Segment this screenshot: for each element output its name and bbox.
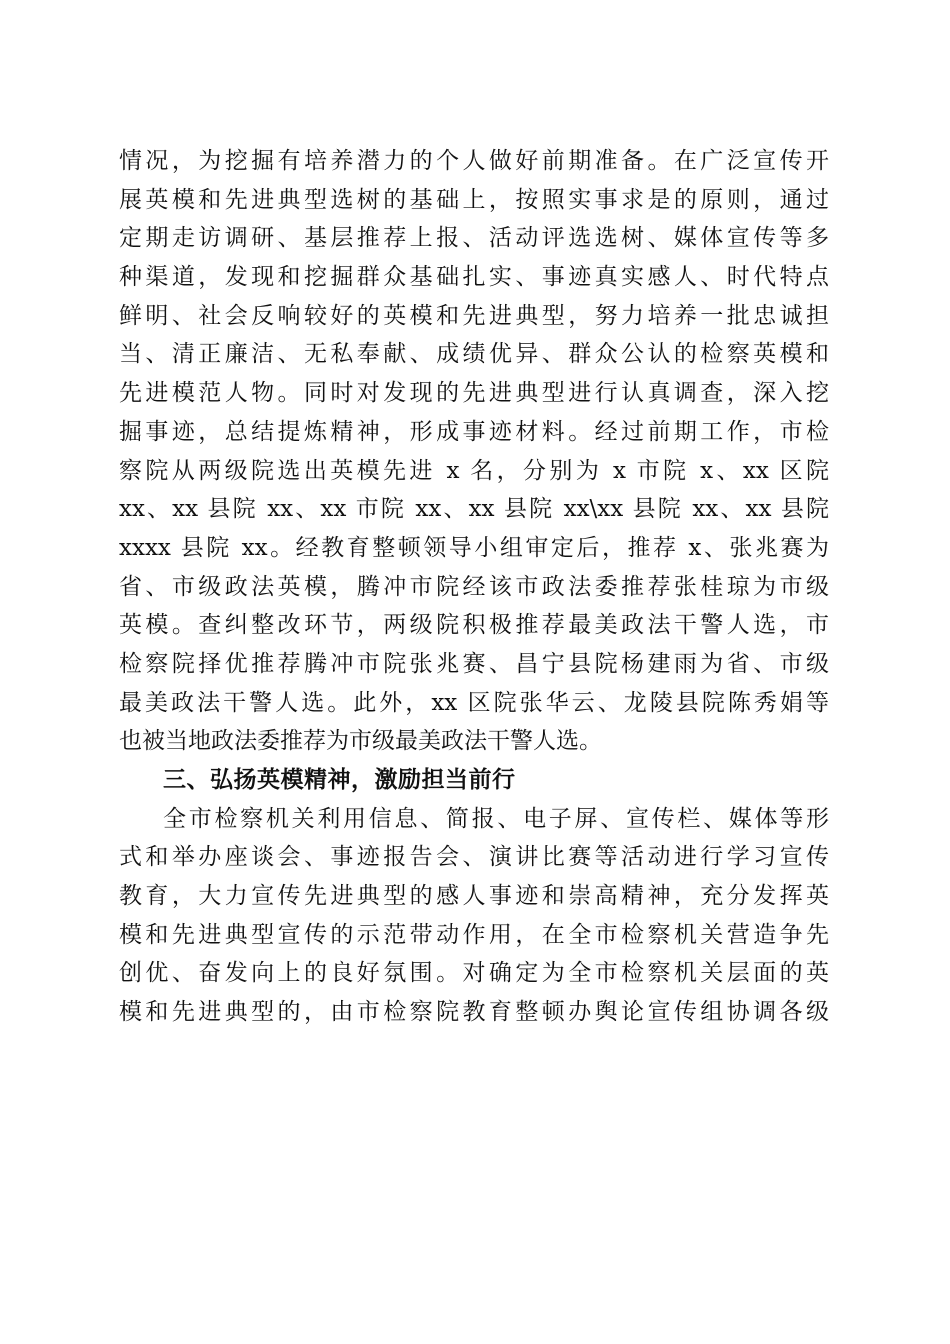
text-line: 式和举办座谈会、事迹报告会、演讲比赛等活动进行学习宣传 [119, 844, 829, 871]
text-line: 也被当地政法委推荐为市级最美政法干警人选。 [119, 728, 602, 755]
text-line: xx、xx 县院 xx、xx 市院 xx、xx 县院 xx\xx 县院 xx、xx 县院 [119, 496, 829, 523]
text-line: 当、清正廉洁、无私奉献、成绩优异、群众公认的检察英模和 [119, 341, 829, 368]
text-line: 定期走访调研、基层推荐上报、活动评选选树、媒体宣传等多 [119, 225, 829, 252]
text-line: 情况，为挖掘有培养潜力的个人做好前期准备。在广泛宣传开 [119, 148, 829, 174]
text-line: 先进模范人物。同时对发现的先进典型进行认真调查，深入挖 [119, 380, 829, 407]
text-line: xxxx 县院 xx。经教育整顿领导小组审定后，推荐 x、张兆赛为 [119, 534, 829, 561]
text-line: 察院从两级院选出英模先进 x 名，分别为 x 市院 x、xx 区院 [119, 457, 829, 484]
section-heading: 三、弘扬英模精神，激励担当前行 [163, 767, 516, 793]
document-page [119, 142, 829, 1032]
text-line: 省、市级政法英模，腾冲市院经该市政法委推荐张桂琼为市级 [119, 573, 829, 600]
text-line: 模和先进典型宣传的示范带动作用，在全市检察机关营造争先 [119, 921, 829, 948]
text-line: 种渠道，发现和挖掘群众基础扎实、事迹真实感人、时代特点 [119, 264, 829, 291]
paragraph-2 [119, 800, 829, 1032]
text-line: 全市检察机关利用信息、简报、电子屏、宣传栏、媒体等形 [163, 805, 829, 832]
text-line: 英模。查纠整改环节，两级院积极推荐最美政法干警人选，市 [119, 612, 829, 639]
text-line: 创优、奋发向上的良好氛围。对确定为全市检察机关层面的英 [119, 960, 829, 987]
text-line: 掘事迹，总结提炼精神，形成事迹材料。经过前期工作，市检 [119, 418, 829, 445]
text-line: 鲜明、社会反响较好的英模和先进典型，努力培养一批忠诚担 [119, 302, 829, 329]
paragraph-1 [119, 142, 829, 761]
text-line: 模和先进典型的，由市检察院教育整顿办舆论宣传组协调各级 [119, 999, 829, 1026]
text-line: 教育，大力宣传先进典型的感人事迹和崇高精神，充分发挥英 [119, 883, 829, 910]
text-line: 最美政法干警人选。此外，xx 区院张华云、龙陵县院陈秀娟等 [119, 689, 829, 716]
text-line: 展英模和先进典型选树的基础上，按照实事求是的原则，通过 [119, 186, 829, 213]
text-line: 检察院择优推荐腾冲市院张兆赛、昌宁县院杨建雨为省、市级 [119, 650, 829, 677]
